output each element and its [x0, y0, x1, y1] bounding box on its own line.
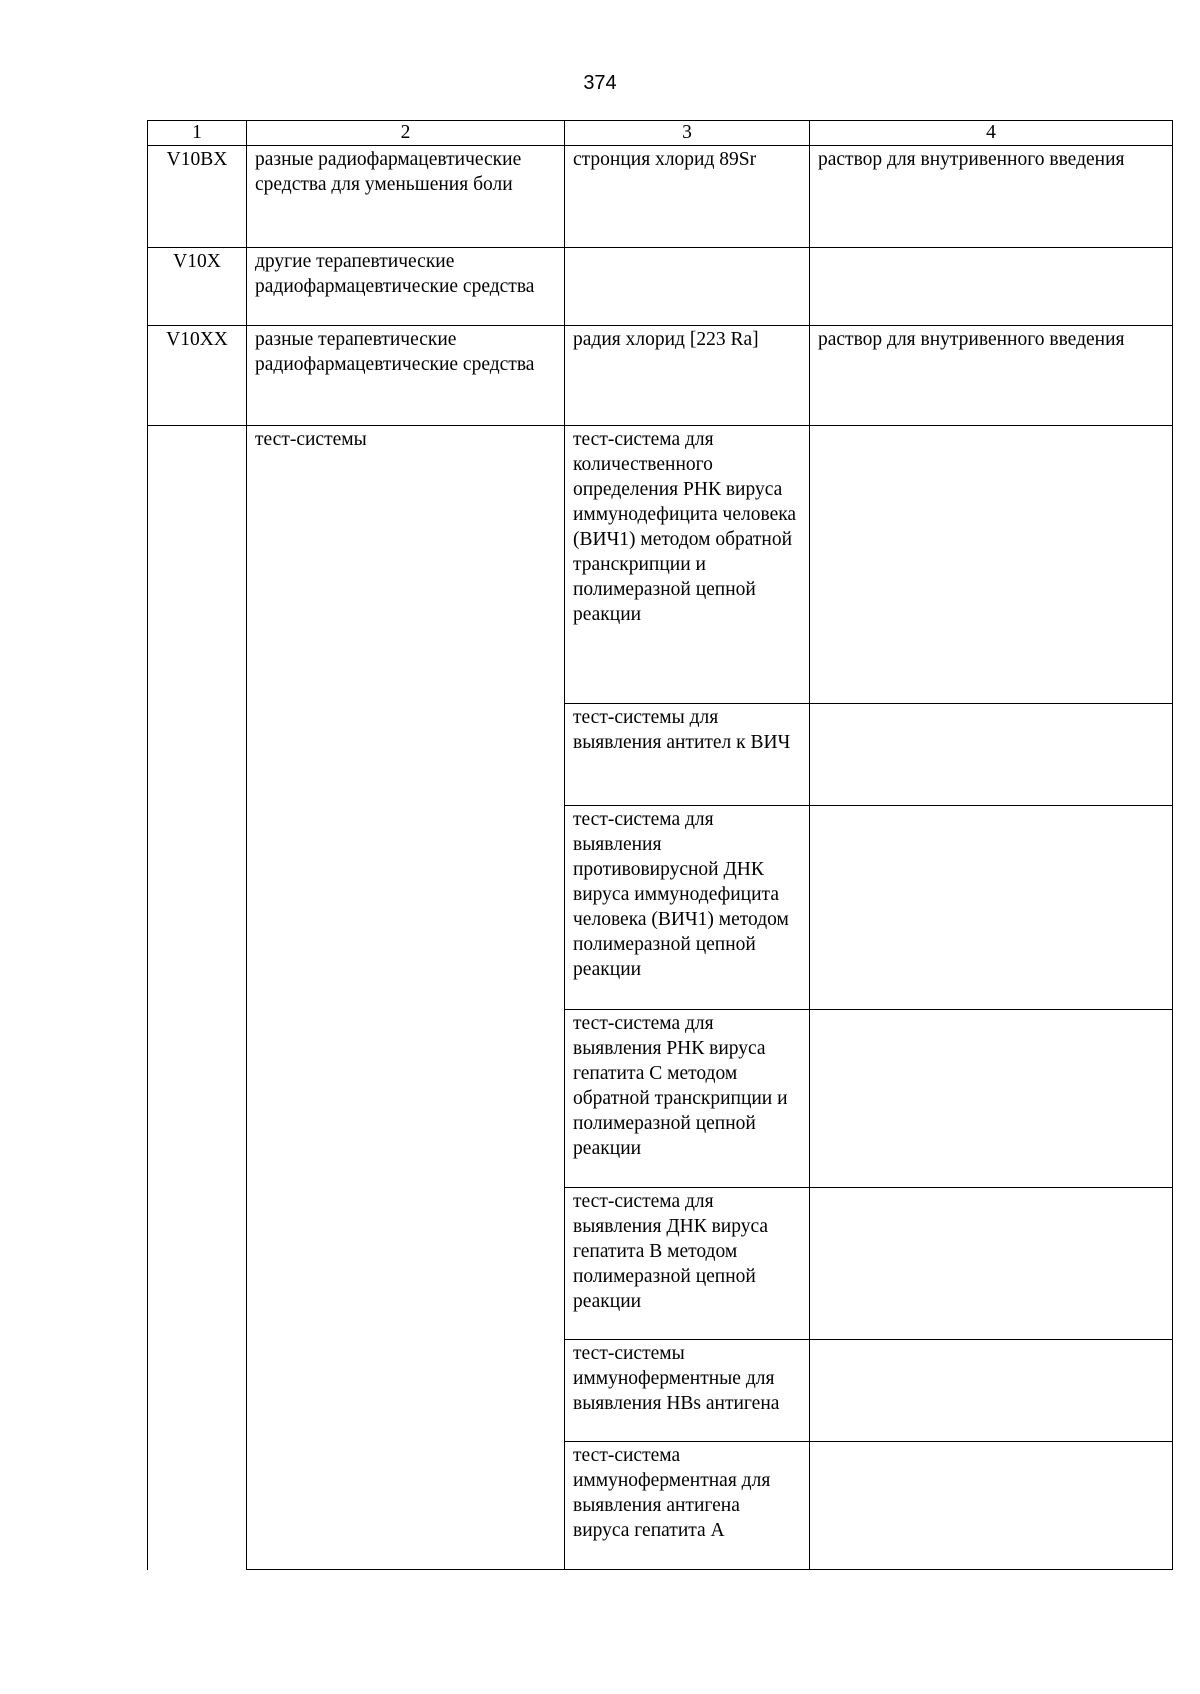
test-system-name-cell: тест-системы иммуноферментные для выявления HBs антигена [565, 1340, 810, 1442]
drug-name-cell: стронция хлорид 89Sr [565, 146, 810, 248]
atc-code-cell: V10X [148, 248, 247, 326]
test-system-name-cell: тест-система иммуноферментная для выявления антигена вируса гепатита А [565, 1442, 810, 1570]
drug-name-cell [565, 248, 810, 326]
dosage-form-cell [810, 1010, 1173, 1188]
group-cell: разные терапевтические радиофармацевтические средства [247, 326, 565, 426]
dosage-form-cell: раствор для внутривенного введения [810, 146, 1173, 248]
test-system-name-cell: тест-система для выявления ДНК вируса гепатита В методом полимеразной цепной реакции [565, 1188, 810, 1340]
dosage-form-cell [810, 426, 1173, 704]
dosage-form-cell [810, 248, 1173, 326]
dosage-form-cell [810, 704, 1173, 806]
drug-name-cell: радия хлорид [223 Ra] [565, 326, 810, 426]
test-system-name-cell: тест-система для количественного определения РНК вируса иммунодефицита человека (ВИЧ1) методом обратной транскрипции и полимеразной цепной реакции [565, 426, 810, 704]
table-row [148, 146, 1173, 248]
dosage-form-cell [810, 1188, 1173, 1340]
group-cell: разные радиофармацевтические средства для уменьшения боли [247, 146, 565, 248]
dosage-form-cell [810, 1340, 1173, 1442]
table-row [148, 326, 1173, 426]
atc-code-cell: V10XX [148, 326, 247, 426]
dosage-form-cell [810, 1442, 1173, 1570]
page-number: 374 [583, 72, 617, 94]
column-header-1: 1 [148, 121, 247, 146]
dosage-form-cell [810, 806, 1173, 1010]
test-system-name-cell: тест-система для выявления РНК вируса гепатита С методом обратной транскрипции и полимеразной цепной реакции [565, 1010, 810, 1188]
column-header-2: 2 [247, 121, 565, 146]
column-header-4: 4 [810, 121, 1173, 146]
dosage-form-cell: раствор для внутривенного введения [810, 326, 1173, 426]
group-cell: другие терапевтические радиофармацевтические средства [247, 248, 565, 326]
test-system-name-cell: тест-система для выявления противовирусной ДНК вируса иммунодефицита человека (ВИЧ1) методом полимеразной цепной реакции [565, 806, 810, 1010]
table-row [148, 426, 1173, 704]
atc-code-cell: V10BX [148, 146, 247, 248]
table-header-row [148, 121, 1173, 146]
medication-table [147, 120, 1173, 1570]
table-row [148, 248, 1173, 326]
atc-code-cell-empty [148, 426, 247, 1570]
group-cell-test-systems: тест-системы [247, 426, 565, 1570]
test-system-name-cell: тест-системы для выявления антител к ВИЧ [565, 704, 810, 806]
column-header-3: 3 [565, 121, 810, 146]
